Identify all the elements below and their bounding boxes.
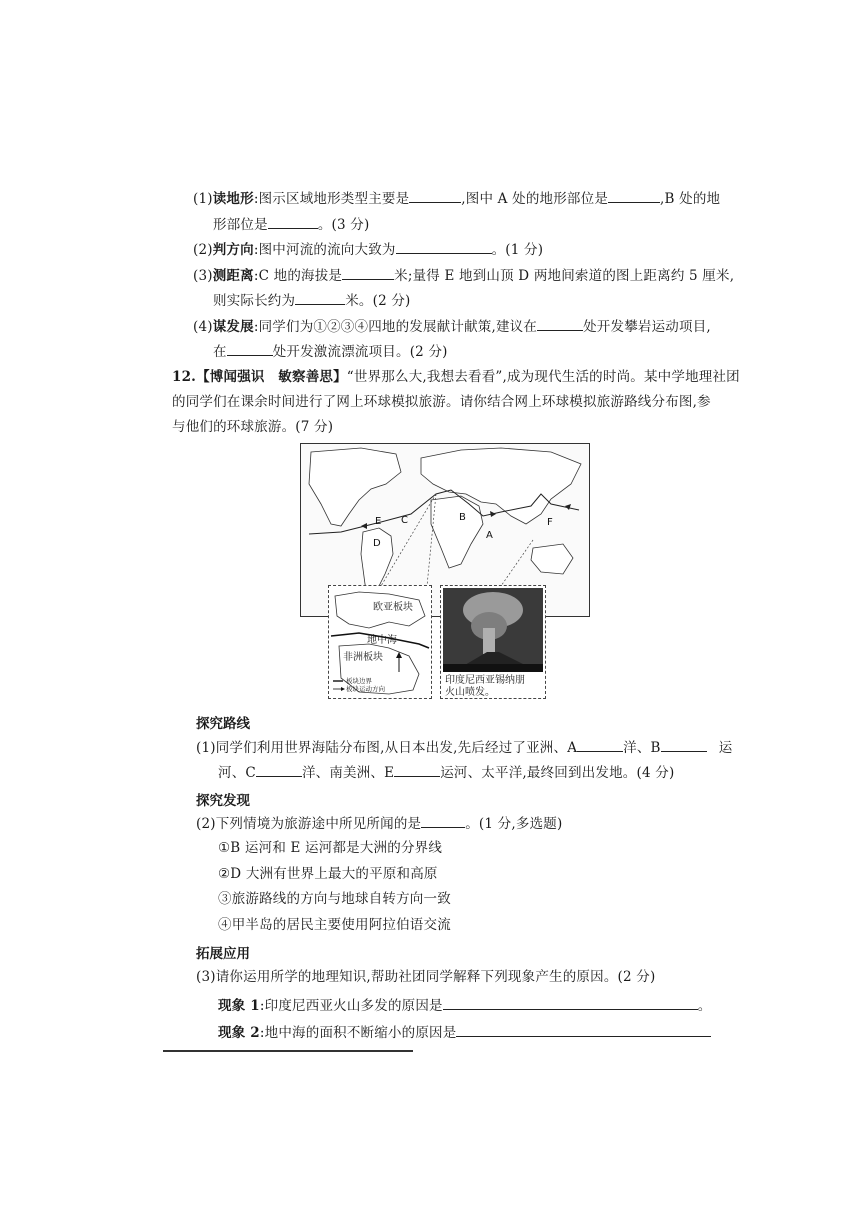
q11-part2-text: :图中河流的流向大致为 (253, 242, 396, 258)
inset-leader-line (501, 540, 533, 586)
answer-blank[interactable] (537, 316, 583, 331)
route-question-line2-a: 河、C (218, 765, 256, 781)
answer-blank[interactable] (268, 214, 318, 229)
ash-column (483, 628, 495, 654)
q11-part1-line2-text: 形部位是 (213, 217, 268, 233)
volcano-caption-line1: 印度尼西亚锡纳朋 (445, 675, 525, 686)
q11-part3-text-a: :C 地的海拔是 (253, 268, 343, 284)
q11-part4-line2-text: 在 (213, 344, 227, 360)
route-question-line2-b: 洋、南美洲、E (301, 765, 395, 781)
option-1: ①B 运河和 E 运河都是大洲的分界线 (218, 840, 443, 856)
legend-boundary-label: 板块边界 (346, 677, 372, 685)
option-4: ④甲半岛的居民主要使用阿拉伯语交流 (218, 917, 451, 933)
q12-intro-text-1: “世界那么大,我想去看看”,成为现代生活的时尚。某中学地理社团 (346, 369, 740, 385)
mediterranean-label: 地中海 (367, 635, 397, 646)
q11-part1-number: (1) (193, 191, 213, 207)
q11-part4-line2 (213, 341, 448, 362)
answer-blank[interactable] (295, 290, 345, 305)
q11-part3-line2-text: 则实际长约为 (213, 293, 296, 309)
route-question-line2-c: 运河、太平洋,最终回到出发地。(4 分) (440, 765, 675, 781)
plate-boundary-inset (328, 585, 432, 699)
phenomenon-1 (218, 995, 711, 1016)
q11-part1-text-c: ,图中 A 处的地形部位是 (461, 191, 609, 207)
q11-part1-text-d: ,B 处的地 (660, 191, 721, 207)
volcano-photo-inset (440, 585, 546, 699)
map-point-f: F (547, 517, 553, 528)
route-arrow (490, 511, 496, 517)
section-route-title: 探究路线 (196, 716, 250, 732)
answer-blank[interactable] (443, 995, 698, 1010)
q11-part1-line2 (213, 214, 369, 235)
q11-part4-line1 (193, 316, 711, 337)
north-america-shape (309, 448, 401, 526)
section-findings-title: 探究发现 (196, 793, 250, 809)
legend-motion-label: 板块运动方向 (346, 685, 385, 693)
q11-part4-number: (4) (193, 319, 213, 335)
q12-intro-text-2: 的同学们在课余时间进行了网上环球模拟旅游。请你结合网上环球模拟旅游路线分布图,参 (172, 394, 711, 410)
answer-blank[interactable] (409, 188, 461, 203)
q11-part2-label: 判方向 (212, 242, 254, 258)
answer-blank[interactable] (227, 341, 273, 356)
q12-tag: 【博闻强识 敏察善思】 (196, 369, 347, 385)
apply-question: (3)请你运用所学的地理知识,帮助社团同学解释下列现象产生的原因。(2 分) (196, 969, 656, 985)
answer-blank[interactable] (396, 239, 492, 254)
answer-blank[interactable] (394, 762, 440, 777)
answer-blank[interactable] (608, 188, 660, 203)
findings-question-score: 。(1 分,多选题) (465, 816, 563, 832)
bottom-divider (163, 1050, 413, 1052)
phenomenon-1-text: :印度尼西亚火山多发的原因是 (259, 998, 443, 1014)
q11-part2-score: 。(1 分) (491, 242, 544, 258)
option-2: ②D 大洲有世界上最大的平原和高原 (218, 866, 438, 882)
australia-shape (531, 544, 573, 574)
q11-part4-score: 处开发激流漂流项目。(2 分) (272, 344, 448, 360)
map-point-e: E (375, 516, 382, 527)
phenomenon-1-period: 。 (697, 998, 712, 1014)
volcano-caption-line2: 火山喷发。 (445, 687, 495, 698)
africa-shape (431, 496, 483, 568)
route-arrow (361, 523, 367, 529)
map-point-c: C (401, 515, 408, 526)
eurasian-plate-label: 欧亚板块 (373, 602, 413, 613)
answer-blank[interactable] (421, 813, 465, 828)
q11-part3-line1 (193, 265, 734, 286)
q11-part2 (193, 239, 543, 260)
q12-intro-line2 (172, 392, 711, 412)
route-question-line2 (218, 762, 674, 783)
q11-part2-number: (2) (193, 242, 213, 258)
q12-intro-line3 (172, 417, 333, 437)
route-question-line1 (196, 737, 732, 758)
section-apply-title: 拓展应用 (196, 946, 250, 962)
q12-number: 12. (172, 369, 197, 385)
q11-part3-text-b: 米;量得 E 地到山顶 D 两地间索道的图上距离约 5 厘米, (394, 268, 735, 284)
answer-blank[interactable] (342, 265, 394, 280)
route-question-text-b: 洋、B (623, 740, 661, 756)
option-3: ③旅游路线的方向与地球自转方向一致 (218, 891, 451, 907)
phenomenon-2-label: 现象 2 (218, 1025, 260, 1041)
q11-part3-line2 (213, 290, 411, 311)
phenomenon-1-label: 现象 1 (218, 998, 260, 1014)
answer-blank[interactable] (661, 737, 707, 752)
q11-part3-score: 米。(2 分) (345, 293, 411, 309)
q11-part1-score: 。(3 分) (317, 217, 370, 233)
q11-part4-label: 谋发展 (212, 319, 254, 335)
route-question-text-c: 运 (718, 740, 733, 756)
phenomenon-2-text: :地中海的面积不断缩小的原因是 (259, 1025, 457, 1041)
ground (443, 664, 543, 672)
q11-part1-text: :图示区域地形类型主要是 (253, 191, 410, 207)
map-point-a: A (486, 530, 493, 541)
q11-part4-text-b: 处开发攀岩运动项目, (583, 319, 711, 335)
q11-part4-text-a: :同学们为①②③④四地的发展献计献策,建议在 (253, 319, 538, 335)
phenomenon-2 (218, 1022, 711, 1043)
legend-motion-arrowhead (341, 687, 345, 691)
findings-question-text: (2)下列情境为旅游途中所见所闻的是 (196, 816, 422, 832)
q11-part3-label: 测距离 (212, 268, 254, 284)
findings-question (196, 813, 562, 834)
volcano-eruption-image (443, 588, 543, 672)
q12-intro-text-3: 与他们的环球旅游。(7 分) (172, 419, 334, 435)
q11-part1-label: 读地形 (212, 191, 254, 207)
q11-part3-number: (3) (193, 268, 213, 284)
route-question-text-a: (1)同学们利用世界海陆分布图,从日本出发,先后经过了亚洲、A (196, 740, 578, 756)
q12-intro-line1 (172, 367, 740, 387)
map-point-d: D (373, 538, 381, 549)
answer-blank[interactable] (577, 737, 623, 752)
q11-part1-line1 (193, 188, 720, 209)
african-plate-label: 非洲板块 (343, 652, 383, 663)
map-point-b: B (459, 512, 466, 523)
answer-blank[interactable] (256, 762, 302, 777)
answer-blank[interactable] (456, 1022, 711, 1037)
